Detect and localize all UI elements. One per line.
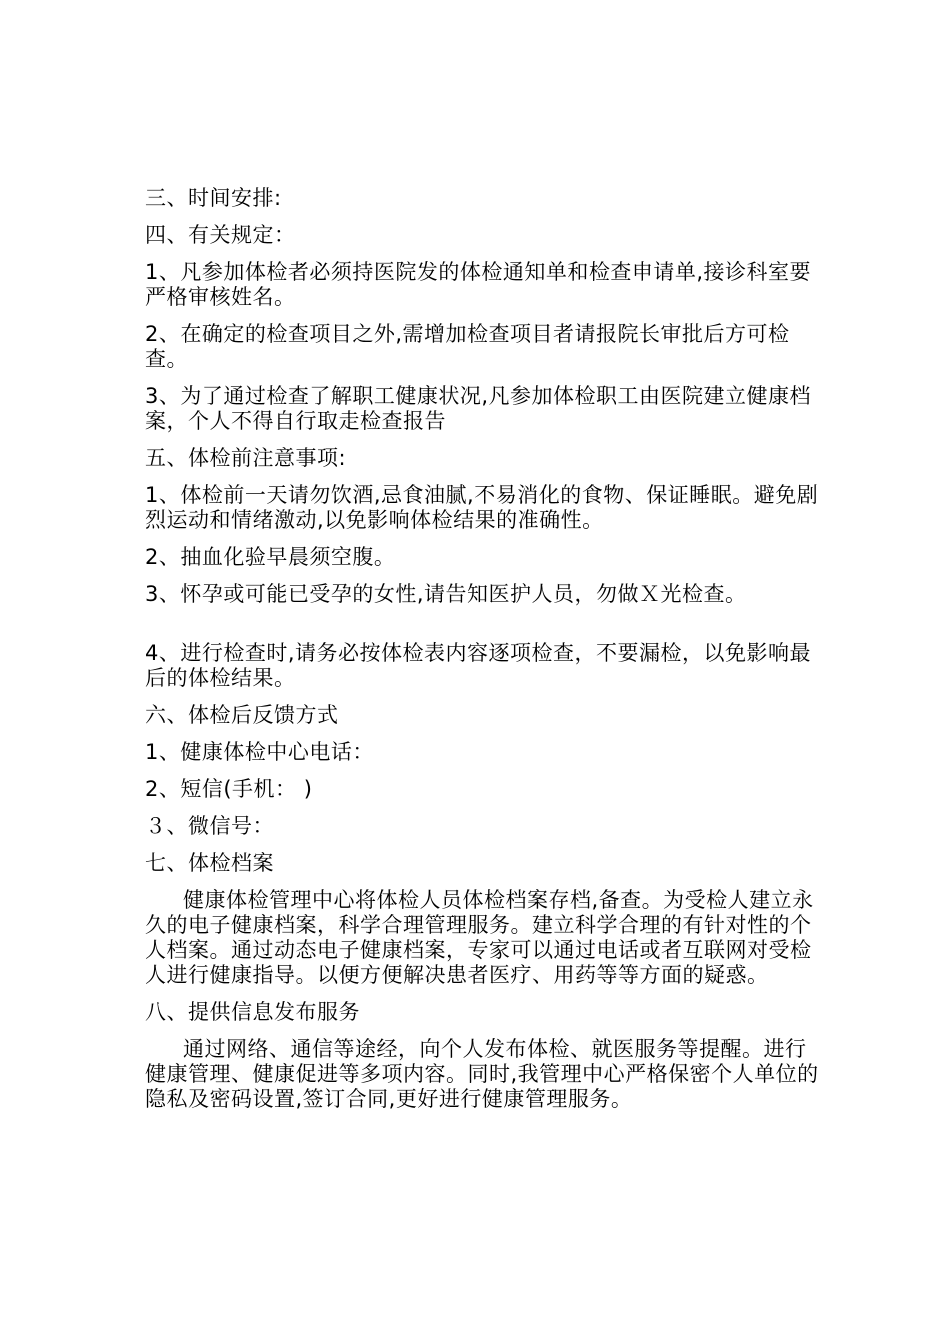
feedback-item-sms: 2、短信(手机： ) — [145, 777, 313, 801]
document-body — [145, 186, 825, 1112]
rule-item-2: 2、在确定的检查项目之外,需增加检查项目者请报院长审批后方可检查。 — [145, 322, 790, 371]
rule-item-3: 3、为了通过检查了解职工健康状况,凡参加体检职工由医院建立健康档案，个人不得自行取走检查报告 — [145, 384, 812, 433]
precaution-item-3: 3、怀孕或可能已受孕的女性,请告知医护人员，勿做Ｘ光检查。 — [145, 582, 747, 606]
section-heading-precautions: 五、体检前注意事项: — [145, 446, 347, 470]
feedback-item-wechat: ３、微信号： — [145, 814, 274, 838]
section-heading-feedback: 六、体检后反馈方式 — [145, 703, 339, 727]
section-heading-schedule: 三、时间安排: — [145, 186, 282, 210]
precaution-item-4: 4、进行检查时,请务必按体检表内容逐项检查，不要漏检，以免影响最后的体检结果。 — [145, 641, 812, 690]
rule-item-1: 1、凡参加体检者必须持医院发的体检通知单和检查申请单,接诊科室要严格审核姓名。 — [145, 260, 812, 309]
section-heading-rules: 四、有关规定： — [145, 223, 296, 247]
section-heading-info-service: 八、提供信息发布服务 — [145, 1000, 360, 1024]
archive-paragraph: 健康体检管理中心将体检人员体检档案存档,备查。为受检人建立永久的电子健康档案，科学合理管理服务。建立科学合理的有针对性的个人档案。通过动态电子健康档案，专家可以通过电话或者互联网对受检人进行健康指导。以便方便解决患者医疗、用药等等方面的疑惑。 — [145, 888, 814, 987]
section-heading-archive: 七、体检档案 — [145, 851, 274, 875]
precaution-item-1: 1、体检前一天请勿饮酒,忌食油腻,不易消化的食物、保证睡眠。避免剧烈运动和情绪激动,以免影响体检结果的准确性。 — [145, 483, 819, 532]
precaution-item-2: 2、抽血化验早晨须空腹。 — [145, 545, 396, 569]
info-service-paragraph: 通过网络、通信等途经，向个人发布体检、就医服务等提醒。进行健康管理、健康促进等多项内容。同时,我管理中心严格保密个人单位的隐私及密码设置,签订合同,更好进行健康管理服务。 — [145, 1037, 819, 1111]
feedback-item-phone: 1、健康体检中心电话： — [145, 740, 374, 764]
